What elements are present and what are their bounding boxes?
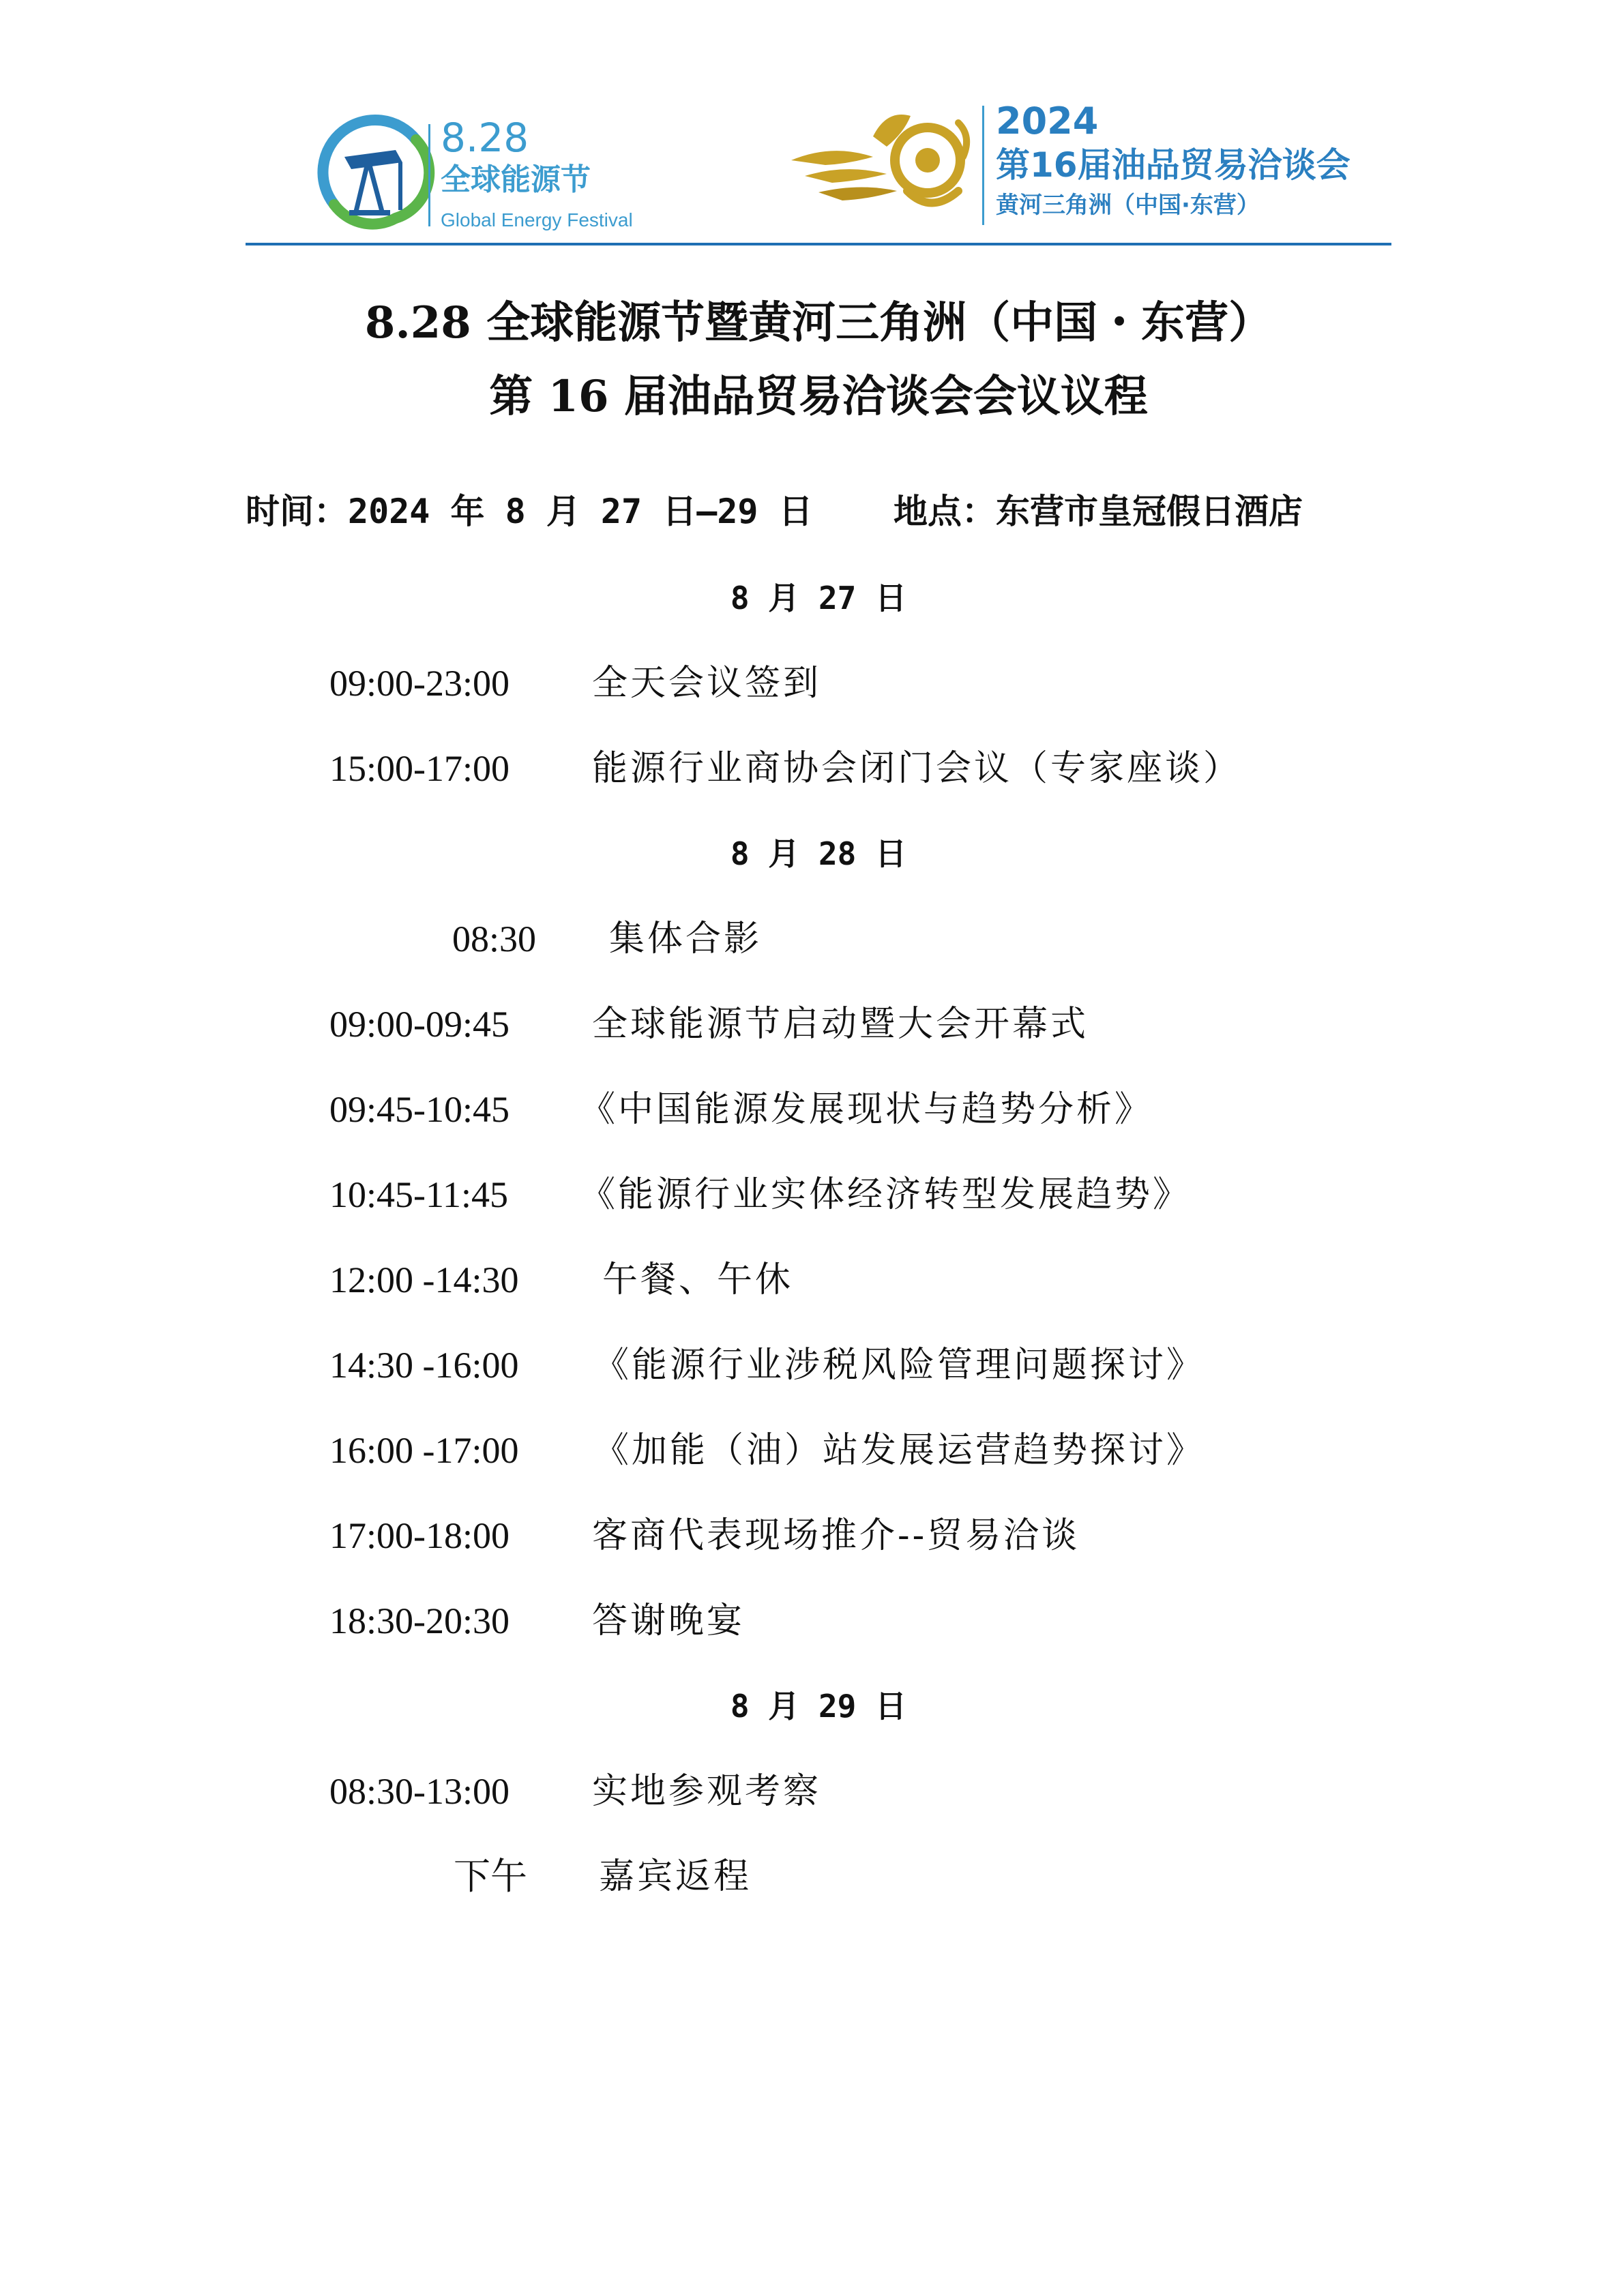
oil-pump-emblem-icon — [314, 109, 437, 239]
agenda-time: 17:00-18:00 — [329, 1515, 510, 1556]
fair-subtitle: 黄河三角洲（中国·东营） — [996, 192, 1260, 219]
agenda-row — [0, 994, 1624, 1055]
agenda-event: 全天会议签到 — [592, 663, 822, 704]
festival-name-en: Global Energy Festival — [441, 209, 633, 230]
agenda-time: 14:30 -16:00 — [329, 1345, 519, 1386]
agenda-time: 08:30 — [452, 919, 537, 959]
agenda-event: 答谢晚宴 — [592, 1600, 745, 1641]
event-place: 地点：东营市皇冠假日酒店 — [894, 492, 1303, 531]
event-time: 时间：2024 年 8 月 27 日–29 日 — [246, 492, 813, 531]
agenda-time: 12:00 -14:30 — [329, 1259, 519, 1300]
day-heading: 8 月 29 日 — [730, 1688, 907, 1725]
festival-number: 8.28 — [441, 115, 529, 161]
agenda-event: 客商代表现场推介--贸易洽谈 — [592, 1515, 1080, 1556]
event-info — [246, 484, 1391, 539]
agenda-event: 能源行业商协会闭门会议（专家座谈） — [592, 748, 1242, 789]
agenda-row — [0, 1079, 1624, 1140]
logo-divider — [982, 106, 984, 225]
agenda-time: 下午 — [454, 1856, 527, 1897]
day-heading: 8 月 28 日 — [730, 835, 907, 872]
agenda-event: 全球能源节启动暨大会开幕式 — [592, 1004, 1089, 1045]
agenda-row — [0, 653, 1624, 714]
fair-title: 第16届油品贸易洽谈会 — [996, 145, 1350, 185]
agenda-event: 嘉宾返程 — [599, 1856, 752, 1897]
agenda-row — [0, 1590, 1624, 1652]
agenda-row — [0, 1505, 1624, 1566]
oil-trade-fair-logo — [784, 95, 1371, 239]
fair-year: 2024 — [996, 100, 1099, 143]
agenda-event: 午餐、午休 — [602, 1259, 794, 1300]
agenda-row — [0, 1335, 1624, 1396]
agenda-time: 18:30-20:30 — [329, 1600, 510, 1641]
page-header — [246, 89, 1391, 245]
agenda-row — [0, 1846, 1624, 1907]
agenda-row — [0, 738, 1624, 799]
agenda-event: 实地参观考察 — [592, 1771, 822, 1812]
agenda-event: 《加能（油）站发展运营趋势探讨》 — [593, 1430, 1205, 1471]
festival-name-cn: 全球能源节 — [441, 162, 591, 197]
header-rule — [246, 243, 1391, 245]
day-heading: 8 月 27 日 — [730, 580, 907, 616]
agenda-event: 《能源行业实体经济转型发展趋势》 — [580, 1174, 1192, 1215]
agenda-time: 10:45-11:45 — [329, 1174, 508, 1215]
agenda-row — [0, 908, 1624, 970]
agenda-event: 《中国能源发展现状与趋势分析》 — [580, 1089, 1153, 1130]
document-title — [205, 286, 1432, 434]
agenda-event: 集体合影 — [609, 919, 763, 959]
agenda-time: 09:45-10:45 — [329, 1089, 510, 1130]
document-title-line-2: 第 16 届油品贸易洽谈会会议议程 — [489, 371, 1148, 422]
agenda-row — [0, 1420, 1624, 1481]
logo-divider — [428, 124, 430, 226]
agenda-time: 09:00-23:00 — [329, 663, 510, 704]
agenda-row — [0, 1164, 1624, 1225]
agenda-row — [0, 1761, 1624, 1822]
agenda-row — [0, 1249, 1624, 1311]
agenda-time: 16:00 -17:00 — [329, 1430, 519, 1471]
document-title-line-1: 8.28 全球能源节暨黄河三角洲（中国・东营） — [364, 297, 1273, 348]
agenda-event: 《能源行业涉税风险管理问题探讨》 — [593, 1345, 1205, 1386]
agenda-time: 15:00-17:00 — [329, 748, 510, 789]
golden-delta-emblem-icon — [784, 95, 982, 232]
agenda-time: 08:30-13:00 — [329, 1771, 510, 1812]
global-energy-festival-logo — [314, 109, 696, 239]
agenda-time: 09:00-09:45 — [329, 1004, 510, 1045]
